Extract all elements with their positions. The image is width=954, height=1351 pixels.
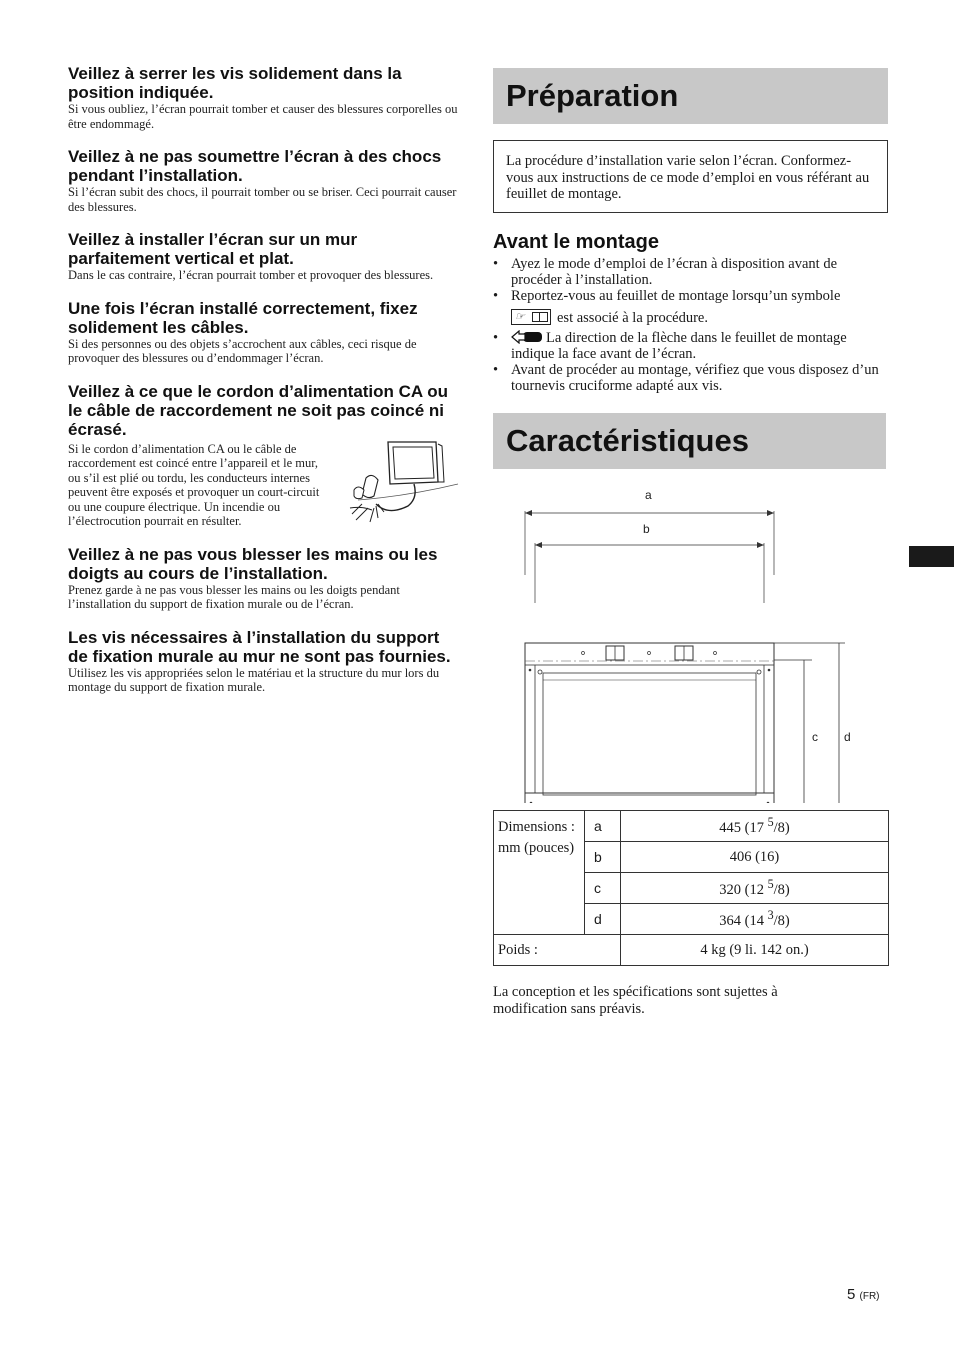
dim-value-main: 445 (17 <box>719 819 768 836</box>
dim-value-fraction: 5 <box>767 877 774 892</box>
reference-sheet-icon: ☞ <box>511 309 551 325</box>
dimensions-label: Dimensions : <box>498 819 575 835</box>
weight-value: 4 kg (9 li. 142 on.) <box>621 935 889 966</box>
list-item-text: La direction de la flèche dans le feuillet de montage indique la face avant de l’écran. <box>511 329 847 362</box>
bracket-dimension-diagram <box>493 483 888 803</box>
list-item <box>493 330 888 362</box>
dim-value <box>621 873 889 904</box>
warning-text: Dans le cas contraire, l’écran pourrait tomber et provoquer des blessures. <box>68 268 434 282</box>
spec-footnote: La conception et les spécifications sont sujettes à modification sans préavis. <box>493 984 778 1017</box>
dim-label-c: c <box>812 730 818 744</box>
list-item-text: Reportez-vous au feuillet de montage lorsqu’un symbole <box>511 287 841 304</box>
warning-text: Prenez garde à ne pas vous blesser les mains ou les doigts pendant l’installation du support de fixation murale ou de l’écran. <box>68 582 400 611</box>
dim-value-main: 364 (14 <box>719 912 768 929</box>
table-row <box>494 935 889 966</box>
warning-title: Veillez à serrer les vis solidement dans la position indiquée. <box>68 64 402 102</box>
list-item <box>493 256 888 288</box>
warnings-column <box>68 64 460 711</box>
dim-label-d: d <box>844 730 851 744</box>
caracteristiques-title: Caractéristiques <box>506 423 749 458</box>
warning-text: Utilisez les vis appropriées selon le matériau et la structure du mur lors du montage du support de fixation murale. <box>68 665 440 694</box>
list-item <box>493 288 888 326</box>
warning-text: Si des personnes ou des objets s’accrochent aux câbles, ceci risque de provoquer des blessures ou d’endommager l’écran. <box>68 336 417 365</box>
warning-section-5 <box>68 382 460 529</box>
list-item <box>493 362 888 394</box>
right-column <box>493 68 888 1017</box>
warning-title: Veillez à ce que le cordon d’alimentation CA ou le câble de raccordement ne soit pas coincé ni écrasé. <box>68 381 449 439</box>
warning-text: Si le cordon d’alimentation CA ou le câble de raccordement est coincé entre l’appareil et le mur, ou s’il est plié ou tordu, les conducteurs internes peuvent être exposés et provoquer un court-circuit ou une coupure électrique. Un incendie ou l’électrocution pourrait en résulter. <box>68 441 320 528</box>
preparation-title: Préparation <box>506 78 679 113</box>
preparation-notice: La procédure d’installation varie selon l’écran. Conformez-vous aux instructions de ce mode d’emploi en vous référant au feuillet de montage. <box>493 140 888 213</box>
table-row <box>494 811 889 842</box>
preparation-banner <box>493 68 888 124</box>
page-number <box>847 1286 880 1303</box>
warning-text: Si vous oubliez, l’écran pourrait tomber et causer des blessures corporelles ou être endommagé. <box>68 102 458 131</box>
list-item-text: est associé à la procédure. <box>557 309 708 326</box>
cable-warning-row <box>68 442 460 529</box>
page-language: (FR) <box>859 1291 880 1302</box>
avant-le-montage-heading: Avant le montage <box>493 230 659 253</box>
warning-text: Si l’écran subit des chocs, il pourrait tomber ou se briser. Ceci pourrait causer des blessures. <box>68 185 457 214</box>
dim-value-tail: /8) <box>773 819 790 836</box>
warning-section-2 <box>68 147 460 214</box>
front-arrow-icon <box>511 330 543 344</box>
section-tab-marker <box>909 546 954 567</box>
warning-section-6 <box>68 545 460 612</box>
list-item-text: Ayez le mode d’emploi de l’écran à disposition avant de procéder à l’installation. <box>511 255 838 288</box>
dim-value <box>621 811 889 842</box>
reference-line <box>511 309 708 326</box>
warning-section-4 <box>68 299 460 366</box>
dimensions-label-cell <box>494 811 585 935</box>
dimensions-unit-label: mm (pouces) <box>498 840 575 856</box>
dim-value-tail: /8) <box>773 912 790 929</box>
dim-value-main: 406 (16) <box>729 848 780 865</box>
warning-section-7 <box>68 628 460 695</box>
weight-label: Poids : <box>494 935 621 966</box>
crushed-cable-illustration <box>348 438 460 526</box>
dim-label-b: b <box>643 522 650 536</box>
dim-value <box>621 904 889 935</box>
dimensions-table <box>493 810 889 966</box>
warning-section-1 <box>68 64 460 131</box>
warning-title: Veillez à ne pas vous blesser les mains ou les doigts au cours de l’installation. <box>68 544 438 583</box>
dim-key: b <box>585 842 621 873</box>
dim-value-fraction: 3 <box>767 908 774 923</box>
dim-key: a <box>585 811 621 842</box>
warning-title: Veillez à installer l’écran sur un mur parfaitement vertical et plat. <box>68 230 358 268</box>
list-item-text: Avant de procéder au montage, vérifiez que vous disposez d’un tournevis cruciforme adapté aux vis. <box>511 361 879 394</box>
dim-value <box>621 842 889 873</box>
dim-key: d <box>585 904 621 935</box>
warning-title: Veillez à ne pas soumettre l’écran à des chocs pendant l’installation. <box>68 147 442 185</box>
caracteristiques-banner <box>493 413 886 469</box>
page-number-value: 5 <box>847 1286 856 1303</box>
preparation-bullets <box>493 256 888 394</box>
warning-title: Les vis nécessaires à l’installation du support de fixation murale au mur ne sont pas fournies. <box>68 627 451 666</box>
dim-value-fraction: 5 <box>767 815 774 830</box>
dim-key: c <box>585 873 621 904</box>
dim-value-tail: /8) <box>773 881 790 898</box>
warning-section-3 <box>68 230 460 283</box>
dim-label-a: a <box>645 488 652 502</box>
warning-title: Une fois l’écran installé correctement, fixez solidement les câbles. <box>68 298 418 337</box>
dim-value-main: 320 (12 <box>719 881 768 898</box>
